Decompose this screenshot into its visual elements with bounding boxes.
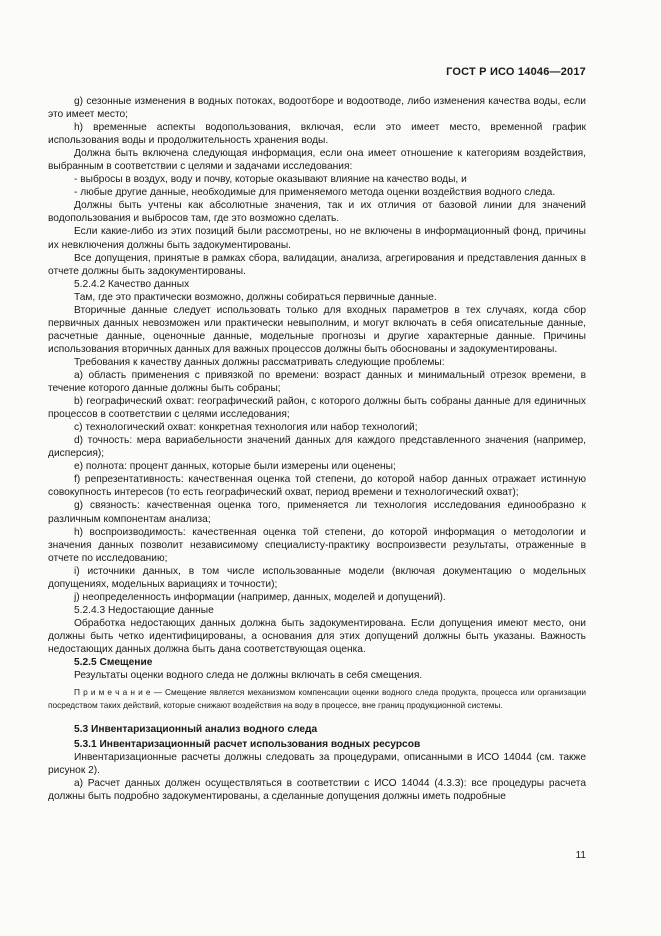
paragraph: Все допущения, принятые в рамках сбора, валидации, анализа, агрегирования и представления данных в отчете должны быть задокументированы. [48,252,586,277]
list-item: d) точность: мера вариабельности значений данных для каждого представленного значения (например, дисперсия); [48,435,586,460]
paragraph: Должны быть учтены как абсолютные значения, так и их отличия от базовой линии для значений водопользования и выбросов там, где это возможно сделать. [48,200,586,225]
subsection-heading: 5.2.4.3 Недостающие данные [74,604,214,616]
document-body [48,95,586,803]
list-item: a) Расчет данных должен осуществляться в соответствии с ИСО 14044 (4.3.3): все процедуры расчета должны быть подробно задокументированы, а сделанные допущения должны иметь подробные [48,777,586,802]
subsection-heading: 5.2.4.2 Качество данных [74,278,190,290]
paragraph: Там, где это практически возможно, должны собираться первичные данные. [74,291,437,303]
list-item: c) технологический охват: конкретная технология или набор технологий; [74,422,418,434]
list-item: b) географический охват: географический район, с которого должны быть собраны данные для единичных процессов в соответствии с целями исследования; [48,396,586,421]
list-item: f) репрезентативность: качественная оценка той степени, до которой набор данных отражает истинную совокупность интересов (то есть географический охват, период времени и технологический охват); [48,474,586,499]
section-heading: 5.2.5 Смещение [74,657,153,669]
paragraph: Результаты оценки водного следа не должны включать в себя смещения. [74,670,423,682]
list-item: g) сезонные изменения в водных потоках, водоотборе и водоотводе, либо изменения качества воды, если это имеет место; [48,96,586,121]
paragraph: Инвентаризационные расчеты должны следовать за процедурами, описанными в ИСО 14044 (см. также рисунок 2). [48,751,586,776]
list-item: a) область применения с привязкой по времени: возраст данных и минимальный отрезок времени, в течение которого данные должны быть собраны; [48,369,586,395]
list-item: e) полнота: процент данных, которые были измерены или оценены; [74,461,396,473]
section-heading: 5.3 Инвентаризационный анализ водного следа [74,723,318,735]
page-number: 11 [575,850,586,861]
list-item: h) воспроизводимость: качественная оценка той степени, до которой информация о методологии и значения данных позволит независимому специалисту-практику воспроизвести результаты, отраженные в отчете по исследованию; [48,526,586,564]
section-heading: 5.3.1 Инвентаризационный расчет использования водных ресурсов [74,738,421,750]
paragraph: Вторичные данные следует использовать только для входных параметров в тех случаях, когда сбор первичных данных невозможен или практически невыполним, и могут включать в себя описательные данные, расчетные данные, оценочные данные, модельные прогнозы и другие характерные данные. Причины использования вторичных данных для важных процессов должны быть обоснованы и задокументированы. [48,304,586,355]
paragraph: Обработка недостающих данных должна быть задокументирована. Если допущения имеют место, они должны быть четко идентифицированы, а основания для этих допущений должны быть указаны. Важность недостающих данных должна быть дана соответствующая оценка. [48,617,586,655]
paragraph: Должна быть включена следующая информация, если она имеет отношение к категориям воздействия, выбранным в соответствии с целями и задачами исследования: [48,148,586,173]
list-item: - любые другие данные, необходимые для применяемого метода оценки воздействия водного следа. [74,187,556,199]
list-item: i) источники данных, в том числе использованные модели (включая документацию о модельных допущениях, модельных вариациях и точности); [48,565,586,590]
paragraph: Требования к качеству данных должны рассматривать следующие проблемы: [74,356,445,368]
list-item: h) временные аспекты водопользования, включая, если это имеет место, временной график использования воды и продолжительность хранения воды. [48,122,586,147]
standard-header: ГОСТ Р ИСО 14046—2017 [446,66,586,78]
paragraph: Если какие-либо из этих позиций были рассмотрены, но не включены в информационный фонд, причины их невключения должны быть задокументированы. [48,226,586,251]
list-item: - выбросы в воздух, воду и почву, которые оказывают влияние на качество воды, и [74,174,467,186]
list-item: j) неопределенность информации (например, данных, моделей и допущений). [74,591,446,603]
list-item: g) связность: качественная оценка того, применяется ли технология исследования единообразно к различным компонентам анализа; [48,500,586,525]
note: П р и м е ч а н и е — Смещение является механизмом компенсации оценки водного следа продукта, процесса или организации посредством таких действий, которые снижают воздействия на воду в процессе, вне границ продукционной системы. [48,687,586,711]
